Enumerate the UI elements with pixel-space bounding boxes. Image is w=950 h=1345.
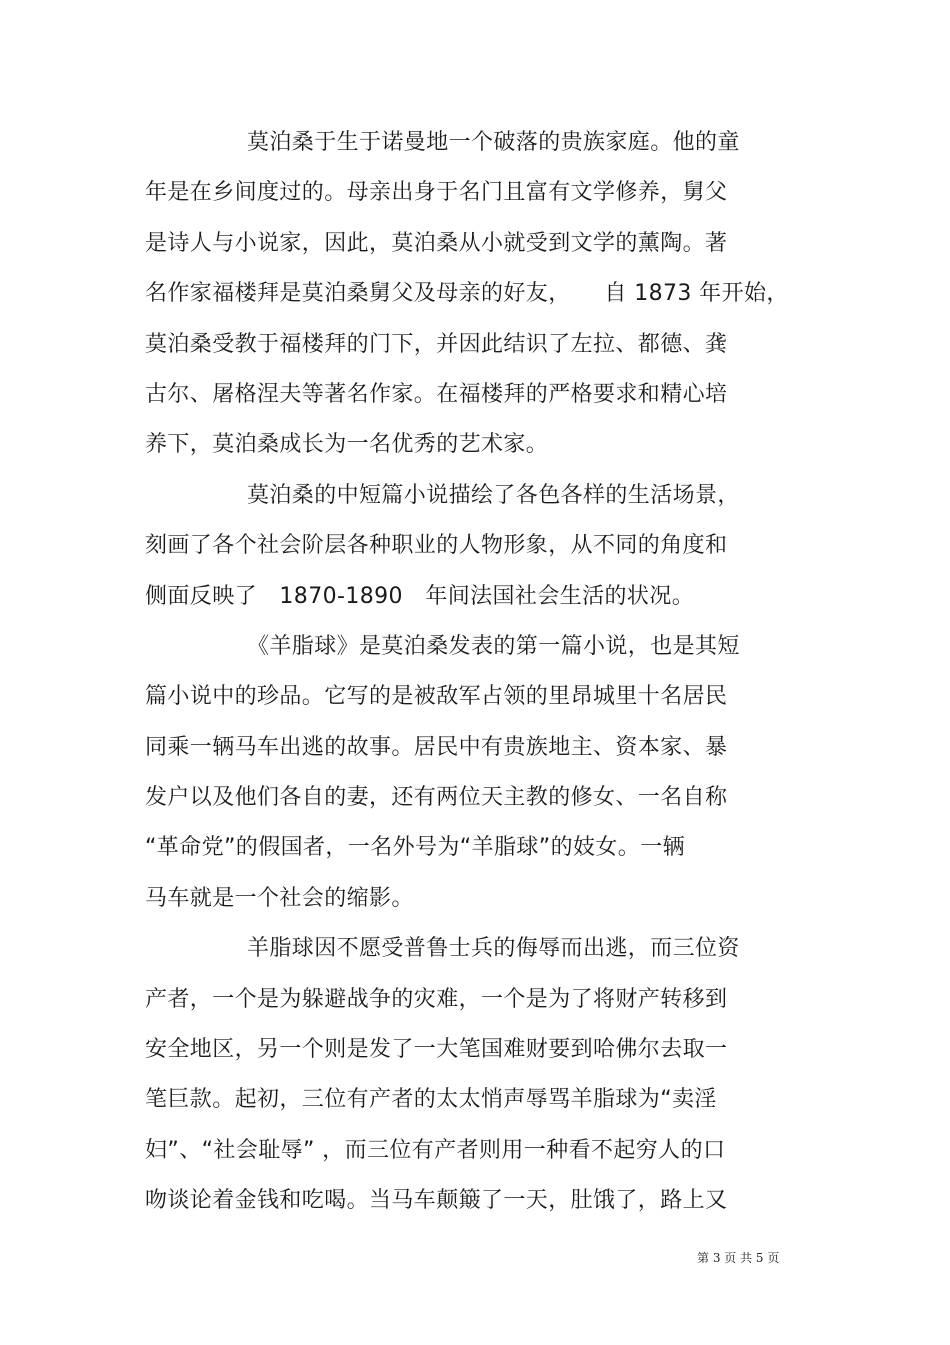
text-line: 篇小说中的珍品。它写的是被敌军占领的里昂城里十名居民	[145, 684, 728, 710]
text-line: 侧面反映了 1870-1890 年间法国社会生活的状况。	[145, 583, 695, 609]
text-line: 名作家福楼拜是莫泊桑舅父及母亲的好友， 自 1873 年开始，	[145, 281, 789, 307]
text-line: 古尔、屠格涅夫等著名作家。在福楼拜的严格要求和精心培	[145, 381, 728, 407]
page-number-footer: 第 3 页 共 5 页	[697, 1251, 780, 1265]
paragraph-first-line: 《羊脂球》是莫泊桑发表的第一篇小说，也是其短	[247, 633, 740, 659]
text-line: 安全地区，另一个则是发了一大笔国难财要到哈佛尔去取一	[145, 1037, 728, 1063]
text-line: 妇”、“社会耻辱” ，而三位有产者则用一种看不起穷人的口	[145, 1137, 726, 1163]
body-text	[145, 118, 795, 1227]
text-line: 刻画了各个社会阶层各种职业的人物形象，从不同的角度和	[145, 533, 728, 559]
paragraph-first-line: 莫泊桑于生于诺曼地一个破落的贵族家庭。他的童	[247, 130, 740, 155]
text-line: 同乘一辆马车出逃的故事。居民中有贵族地主、资本家、暴	[145, 734, 728, 760]
text-line: 年是在乡间度过的。母亲出身于名门且富有文学修养，舅父	[145, 180, 728, 206]
text-line: 发户以及他们各自的妻，还有两位天主教的修女、一名自称	[145, 785, 728, 811]
text-line: “革命党”的假国者，一名外号为“羊脂球”的妓女。一辆	[145, 835, 685, 861]
text-line: 马车就是一个社会的缩影。	[145, 885, 414, 911]
text-line: 吻谈论着金钱和吃喝。当马车颠簸了一天，肚饿了，路上又	[145, 1188, 728, 1214]
paragraph-first-line: 莫泊桑的中短篇小说描绘了各色各样的生活场景，	[247, 482, 740, 508]
text-line: 养下，莫泊桑成长为一名优秀的艺术家。	[145, 432, 549, 458]
text-line: 产者，一个是为躲避战争的灾难，一个是为了将财产转移到	[145, 986, 728, 1012]
text-line: 笔巨款。起初，三位有产者的太太悄声辱骂羊脂球为“卖淫	[145, 1087, 717, 1113]
paragraph-first-line: 羊脂球因不愿受普鲁士兵的侮辱而出逃，而三位资	[247, 936, 740, 962]
text-line: 莫泊桑受教于福楼拜的门下，并因此结识了左拉、都德、龚	[145, 331, 728, 357]
text-line: 是诗人与小说家，因此，莫泊桑从小就受到文学的薰陶。著	[145, 230, 728, 256]
